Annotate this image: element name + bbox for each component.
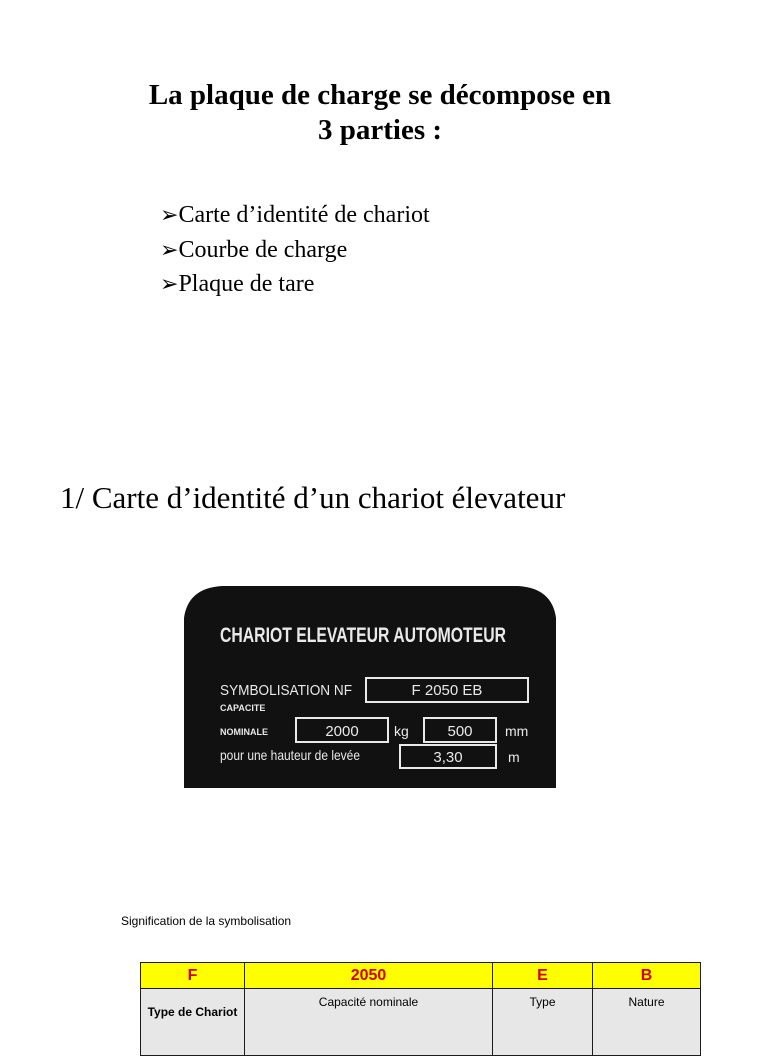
symbolisation-caption: Signification de la symbolisation: [121, 914, 292, 928]
plate-capacity-value: 2000: [325, 723, 359, 740]
identity-plate-image: [184, 584, 556, 788]
table-header-cell: E: [493, 963, 593, 989]
table-cell: Type de Chariot: [141, 989, 245, 1056]
plate-distance-value: 500: [447, 723, 473, 740]
plate-distance-unit: mm: [505, 723, 529, 739]
arrow-bullet-icon: ➢: [160, 236, 179, 262]
plate-title: CHARIOT ELEVATEUR AUTOMOTEUR: [220, 624, 506, 647]
section-heading: 1/ Carte d’identité d’un chariot élevateur: [60, 480, 566, 515]
identity-plate-svg: [184, 584, 556, 788]
list-item: [160, 267, 430, 302]
plate-height-unit: m: [508, 749, 520, 765]
list-item: [160, 233, 430, 268]
title-line-1: La plaque de charge se décompose en: [148, 79, 612, 111]
table-cell: Nature: [593, 989, 701, 1056]
plate-symbolisation-label: SYMBOLISATION NF: [220, 682, 352, 699]
plate-height-value: 3,30: [433, 749, 463, 766]
list-item-text: Carte d’identité de chariot: [178, 202, 430, 228]
plate-capacite-label: CAPACITE: [220, 703, 266, 713]
list-item-text: Courbe de charge: [178, 236, 348, 263]
list-item: [160, 198, 430, 233]
parts-list: [160, 198, 430, 302]
list-item-text: Plaque de tare: [178, 271, 315, 297]
symbolisation-table: [140, 962, 701, 1056]
table-cell: Type: [493, 989, 593, 1056]
plate-symbolisation-value: F 2050 EB: [411, 682, 483, 699]
table-row: [141, 989, 701, 1056]
title-line-2: 3 parties :: [317, 114, 443, 146]
arrow-bullet-icon: ➢: [160, 271, 179, 296]
page-title: [60, 78, 700, 148]
plate-capacity-unit: kg: [394, 723, 409, 739]
arrow-bullet-icon: ➢: [160, 202, 179, 227]
plate-nominale-label: NOMINALE: [220, 727, 268, 737]
table-cell: Capacité nominale: [245, 989, 493, 1056]
plate-height-label: pour une hauteur de levée: [220, 747, 361, 763]
table-header-row: [141, 963, 701, 989]
table-header-cell: F: [141, 963, 245, 989]
table-header-cell: B: [593, 963, 701, 989]
table-header-cell: 2050: [245, 963, 493, 989]
